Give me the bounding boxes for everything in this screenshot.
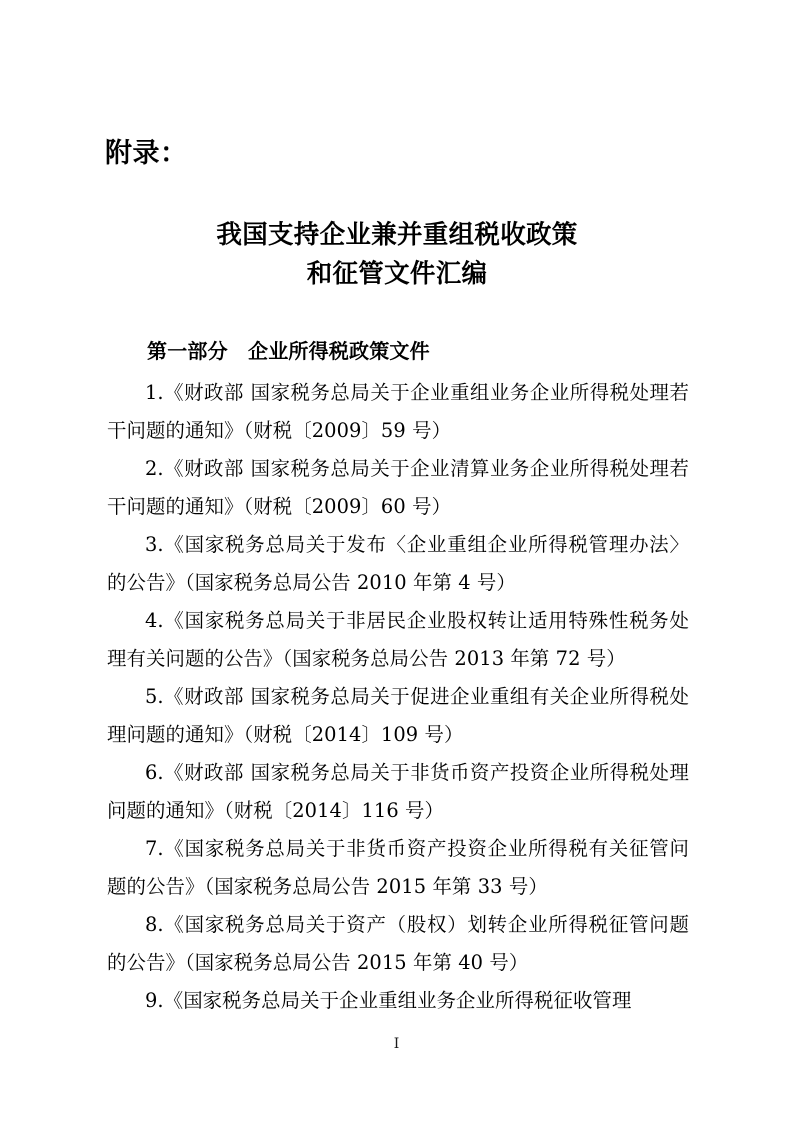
section-heading-part-one: 第一部分 企业所得税政策文件 xyxy=(147,339,430,363)
appendix-label: 附录： xyxy=(105,138,188,169)
list-item: 5.《财政部 国家税务总局关于促进企业重组有关企业所得税处理问题的通知》（财税〔2014〕109 号） xyxy=(107,685,689,746)
list-item: 1.《财政部 国家税务总局关于企业重组业务企业所得税处理若干问题的通知》（财税〔2009〕59 号） xyxy=(107,381,689,442)
list-item: 7.《国家税务总局关于非货币资产投资企业所得税有关征管问题的公告》（国家税务总局公告 2015 年第 33 号） xyxy=(107,837,689,898)
list-item: 2.《财政部 国家税务总局关于企业清算业务企业所得税处理若干问题的通知》（财税〔2009〕60 号） xyxy=(107,457,689,518)
list-item: 9.《国家税务总局关于企业重组业务企业所得税征收管理 xyxy=(145,989,632,1012)
list-item: 8.《国家税务总局关于资产（股权）划转企业所得税征管问题的公告》（国家税务总局公告 2015 年第 40 号） xyxy=(107,913,689,974)
document-list xyxy=(107,374,689,1020)
page-title-line-2: 和征管文件汇编 xyxy=(306,259,488,289)
page-number: I xyxy=(393,1036,400,1052)
page-title-line-1: 我国支持企业兼并重组税收政策 xyxy=(216,220,578,250)
list-item: 6.《财政部 国家税务总局关于非货币资产投资企业所得税处理问题的通知》（财税〔2014〕116 号） xyxy=(107,761,689,822)
list-item: 4.《国家税务总局关于非居民企业股权转让适用特殊性税务处理有关问题的公告》（国家税务总局公告 2013 年第 72 号） xyxy=(107,609,689,670)
list-item: 3.《国家税务总局关于发布〈企业重组企业所得税管理办法〉的公告》（国家税务总局公告 2010 年第 4 号） xyxy=(107,533,689,594)
page-title xyxy=(107,216,687,294)
